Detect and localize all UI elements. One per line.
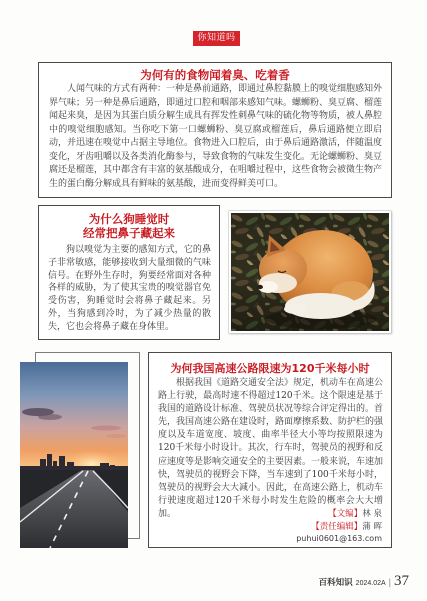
magazine-name: 百科知识 xyxy=(318,577,353,587)
editor-email: puhui0601@163.com xyxy=(296,534,382,544)
issue-number: 2024.02A xyxy=(355,580,386,587)
writer-credit xyxy=(296,508,382,521)
page-number: 37 xyxy=(394,573,409,589)
page-footer xyxy=(319,573,409,590)
article-title-line-2: 经常把鼻子藏起来 xyxy=(83,226,175,240)
highway-road xyxy=(20,470,128,548)
highway-sunset-image xyxy=(20,362,128,548)
article-body: 根据我国《道路交通安全法》规定，机动车在高速公路上行驶，最高时速不得超过120千米。这个限速是基于我国的道路设计标准、驾驶员状况等综合评定得出的。首先，我国高速公路在建设时，路面摩擦系数、防护栏的强度以及车道宽度、坡度、曲率半径大小等均按照限速为120千米每小时设计。其次，行车时，驾驶员的视野和反应速度等是影响交通安全的主要因素。一般来说，车速加快，驾驶员的视野会下降，当车速到了100千米每小时，驾驶员的视野会大大减小。因此，在高速公路上，机动车行驶速度超过120千米每小时发生危险的概率会大大增加。 xyxy=(158,378,384,519)
credits xyxy=(296,508,382,546)
footer-separator: | xyxy=(388,577,391,587)
writer-name: 林 泉 xyxy=(362,509,382,519)
section-tag: 你知道吗 xyxy=(193,31,240,46)
curled-up-dog xyxy=(257,230,377,329)
article-food-smell xyxy=(38,62,392,198)
editor-credit xyxy=(296,521,382,534)
article-dog-nose xyxy=(38,205,220,340)
article-title-line-1: 为什么狗睡觉时 xyxy=(88,212,170,226)
article-body: 人闻气味的方式有两种：一种是鼻前通路，即通过鼻腔黏膜上的嗅觉细胞感知外界气味；另一种是鼻后通路，即通过口腔和咽部来感知气味。螺蛳粉、臭豆腐、榴莲闻起来臭，是因为其蛋白质分解生成具有挥发性刺鼻气味的硫化物等物质，被人鼻腔中的嗅觉细胞感知。当你吃下第一口螺蛳粉、臭豆腐或榴莲后，鼻后通路便立即启动，并迅速在嗅觉中占据主导地位。食物进入口腔后，由于鼻后通路激活，伴随温度变化，牙齿咀嚼以及各类消化酶参与，导致食物的气味发生变化。无论螺蛳粉、臭豆腐还是榴莲，其中都含有丰富的氨基酸成分，在咀嚼过程中，这些食物会被微生物产生的蛋白酶分解成具有鲜味的氨基酸，进而变得鲜美可口。 xyxy=(49,84,383,189)
writer-label: 【文编】 xyxy=(328,509,363,519)
dog-photo xyxy=(229,211,391,333)
highway-photo xyxy=(20,362,128,548)
article-body: 狗以嗅觉为主要的感知方式，它的鼻子非常敏感，能够接收到大量细微的气味信号。在野外生存时，狗要经常面对各种各样的威胁，为了使其宝贵的嗅觉器官免受伤害，狗睡觉时会将鼻子藏起来。另外，当狗感到冷时，为了减少热量的散失，它也会将鼻子藏在身体里。 xyxy=(48,245,211,332)
sunset-sky xyxy=(20,362,128,478)
article-title xyxy=(39,212,219,240)
article-title: 为何我国高速公路限速为120千米每小时 xyxy=(170,362,370,375)
article-highway-speed xyxy=(148,352,392,548)
article-title: 为何有的食物闻着臭、吃着香 xyxy=(140,68,290,82)
editor-label: 【责任编辑】 xyxy=(311,521,363,532)
sleeping-dog-image xyxy=(231,213,389,331)
editor-name: 蒲 晖 xyxy=(362,521,382,532)
